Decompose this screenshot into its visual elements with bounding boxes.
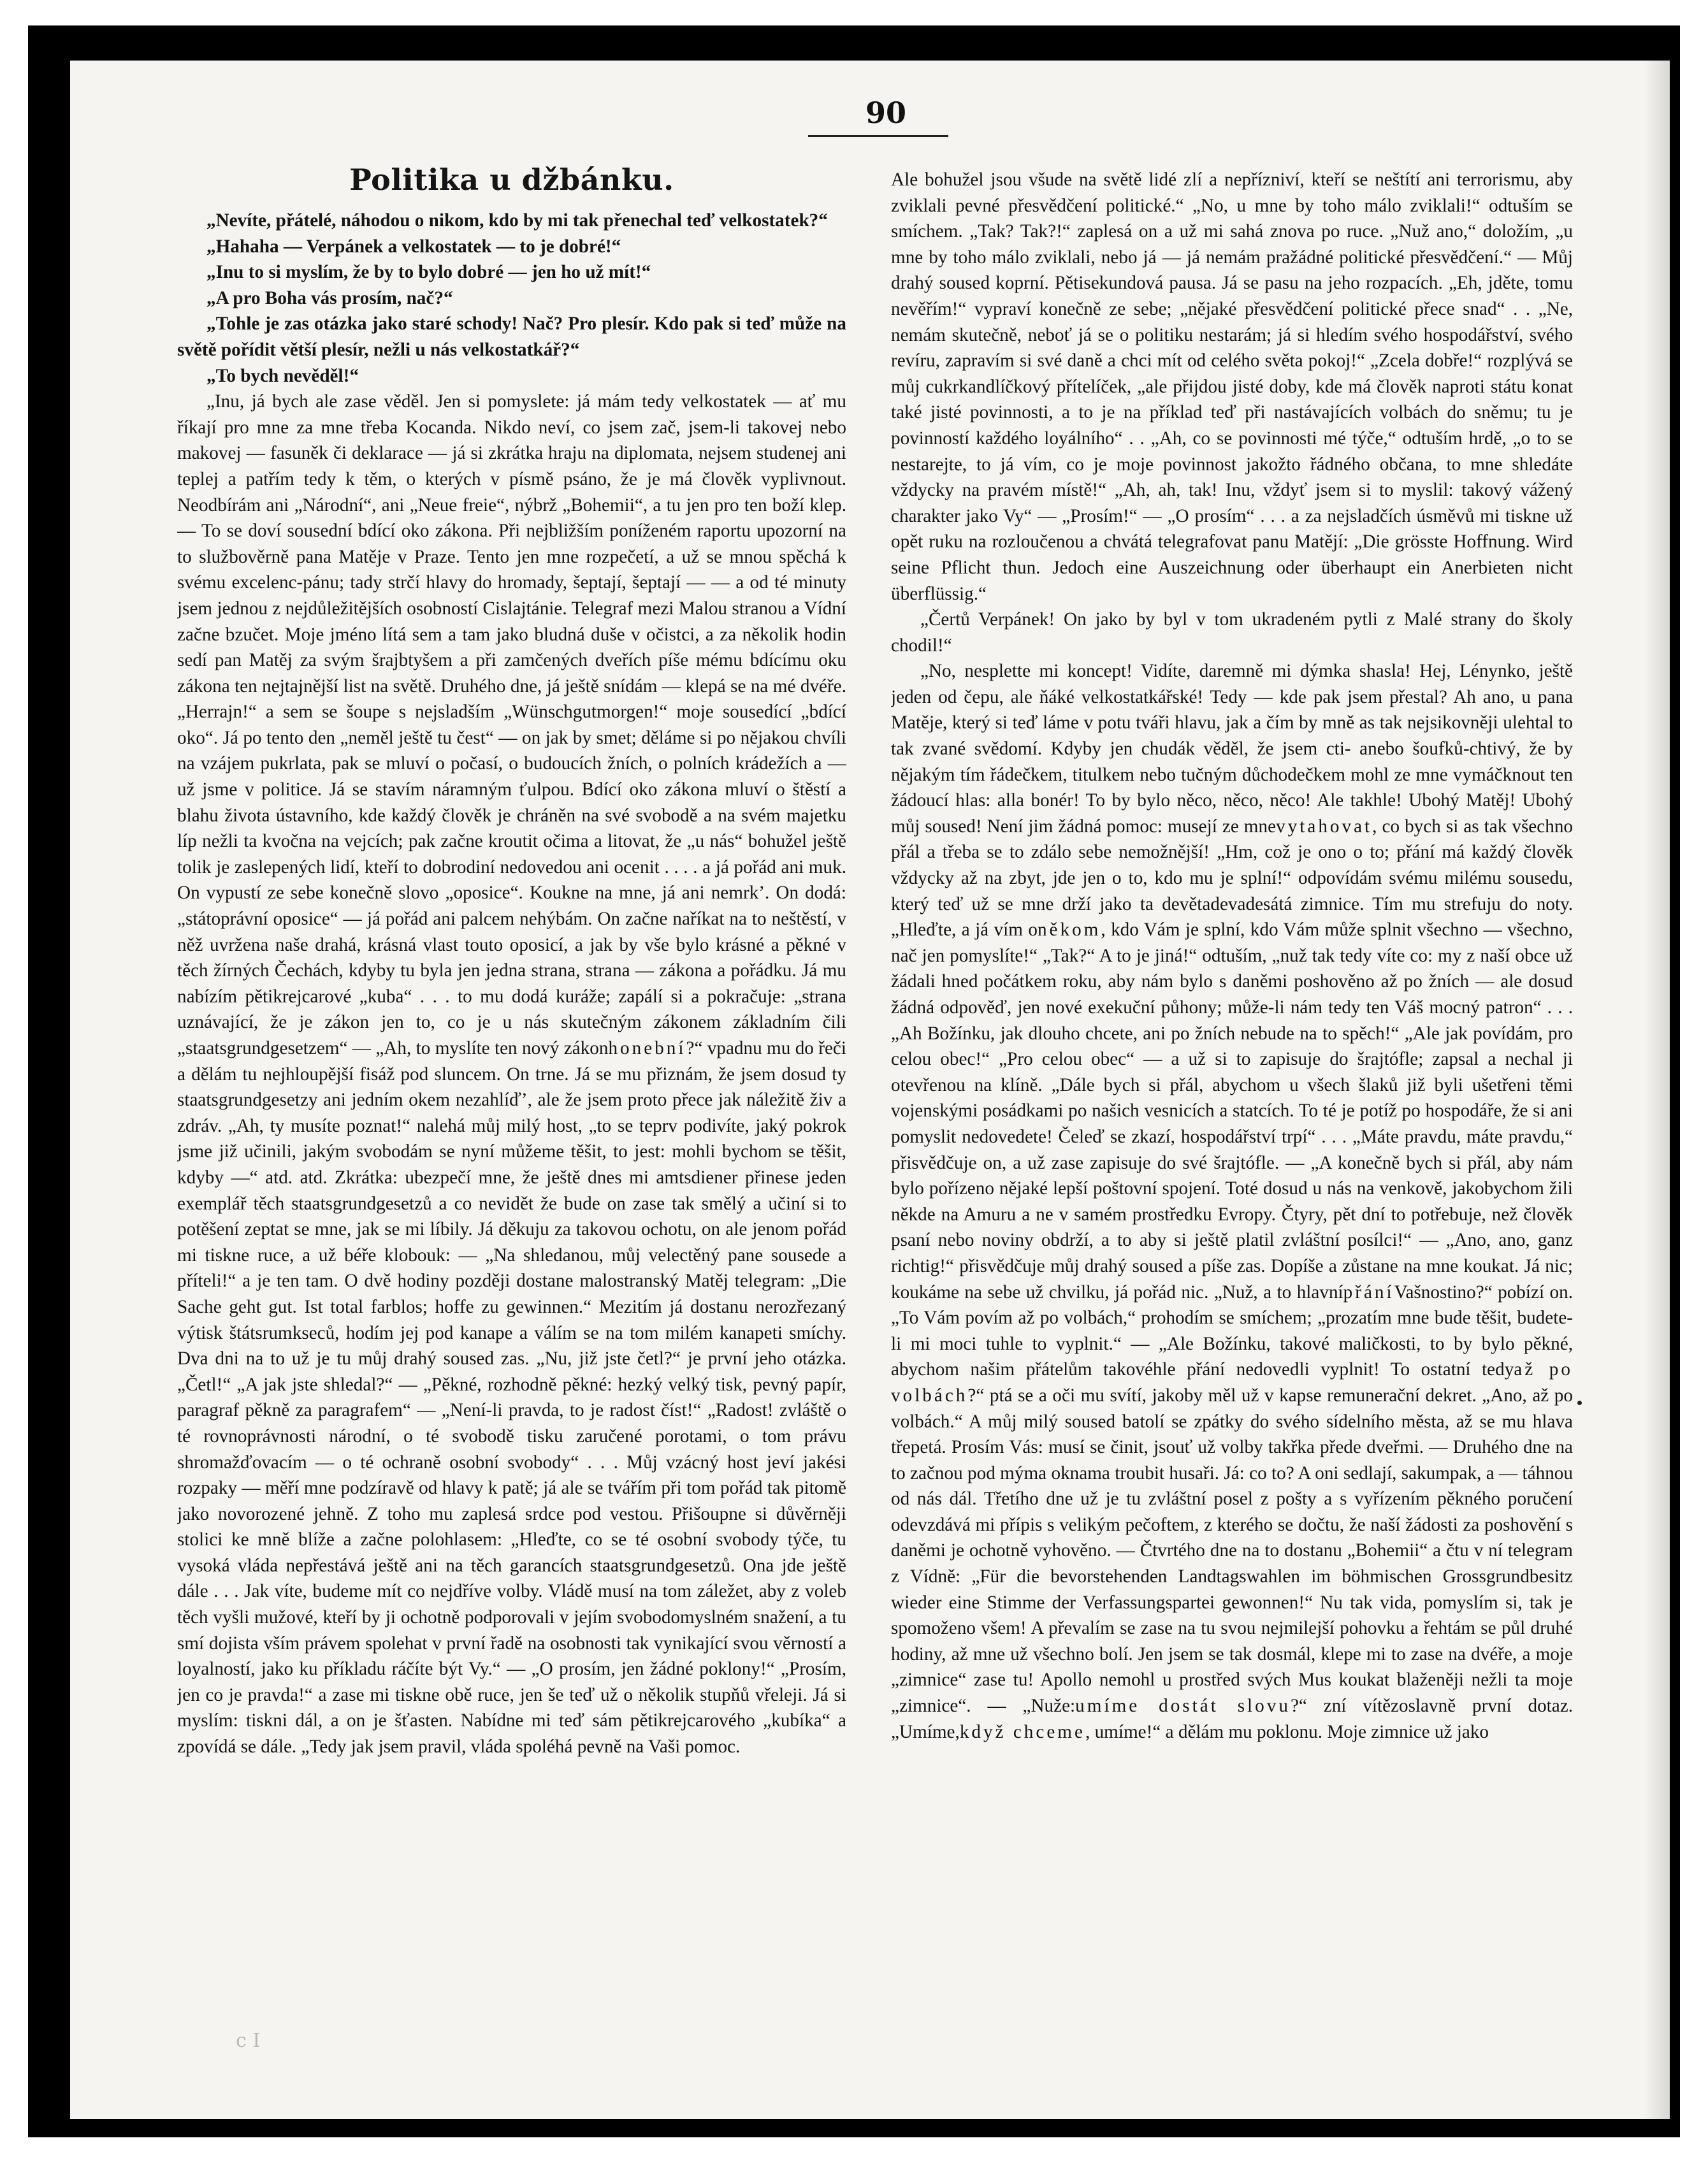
spaced-emphasis: honební	[608, 1038, 686, 1058]
text-run: , kdo Vám je splní, kdo Vám může splnit všechno — všechno, nač jen pomyslíte!“ „Tak?“ A to je jiná!“ odtuším, „nuž tak tedy víte co: my z naší obce už žádali hned počátkem roku, aby nám bylo s daněmi poshověno až po žních — ale dosud žádná odpověď, jen nové exekuční půhony; může-li nám tedy ten Váš mocný patron“ . . . „Ah Božínku, jak dlouho chcete, ani po žních nebude na to spěch!“ „Ale jak povídám, pro celou obec!“ „Pro celou obec“ — a už si to zapisuje do šrajtófle; zapsal a nechal ji otevřenou na klíně. „Dále bych si přál, abychom u všech šlaků již byli ušetřeni těmi vojenskými posádkami po našich vesnicích a statcích. To té je potíž po hospodáře, že si ani pomyslit nedovedete! Čeleď se zkazí, hospodářství trpí“ . . . „Máte pravdu, máte pravdu,“ přisvědčuje on, a už zase zapisuje do své šrajtófle. — „A konečně bych si přál, aby nám bylo pořízeno nějaké lepší poštovní spojení. Toté dosud u nás na venkově, jakobychom žili někde na Amuru a ne v samém prostředku Evropy. Čtyry, pět dní to potřebuje, než člověk psaní nebo noviny obdrží, a to aby si ještě platil zvláštní posílci!“ — „Ano, ano, ganz richtig!“ přisvědčuje můj drahý soused a píše zas. Dopíše a zůstane na mne koukat. Já nic; koukáme na sebe už chvilku, já pořád nic. „Nuž, a to hlavní	[891, 920, 1573, 1303]
text-run: „Tohle je zas otázka jako staré schody! Nač? Pro plesír. Kdo pak si teď může na světě pořídit větší plesír, nežli u nás velkostatkář?“	[177, 314, 846, 360]
page-number-rule	[808, 135, 948, 137]
spaced-emphasis: až po volbách	[891, 1359, 1573, 1406]
text-run: „Inu, já bych ale zase věděl. Jen si pomyslete: já mám tedy velkostatek — ať mu říkají pro mne za mne třeba Kocanda. Nikdo neví, co jsem zač, jsem-li takovej nebo makovej — fasuněk či deklarace — já si zkrátka hraju na diplomata, nejsem studenej ani teplej a patřím tedy k těm, o kterých v písmě psáno, že je má člověk vyplivnout. Neodbírám ani „Národní“, ani „Neue freie“, nýbrž „Bohemii“, a tu jen pro ten boží klep. — To se doví sousední bdící oko zákona. Při nejbližším poníženém raportu upozorní na to službověrně pana Matěje v Praze. Tento jen mne rozpečetí, a už se mnou spěchá k svému excelenc-pánu; tady strčí hlavy do hromady, šeptají, šeptají — — a od té minuty jsem jednou z nejdůležitějších osobností Cislajtánie. Telegraf mezi Malou stranou a Vídní začne bzučet. Moje jméno lítá sem a tam jako bludná duše v očistci, a za několik hodin sedí pan Matěj za svým šrajbtyšem a při zamčených dveřích píše mému bdícímu oku zákona ten nejtajnější list na světě. Druhého dne, já ještě snídám — klepá se na mé dvéře. „Herrajn!“ a sem se šoupe s nejsladším „Wünschgutmorgen!“ moje sousedící „bdící oko“. Já po tento den „neměl ještě tu čest“ — on jak by smet; děláme si po nějakou chvíli na vzájem pukrlata, pak se mluví o počasí, o budoucích žních, o polních krádežích a — už jsme v politice. Já se stavím náramným ťulpou. Bdící oko zákona mluví o štěstí a blahu života ústavního, kde každý člověk je chráněn na své svobodě a na svém majetku líp nežli ta kvočna na vejcích; pak začne kroutit očima a litovat, že „u nás“ bohužel ještě tolik je zaslepených lidí, kteří to dobrodiní nedovedou ani ocenit . . . . a já pořád ani muk. On vypustí ze sebe konečně slovo „oposice“. Koukne na mne, já ani nemrk’. On dodá: „státoprávní oposice“ — já pořád ani palcem nehýbám. On začne naříkat na to neštěstí, v něž uvržena naše drahá, krásná vlast touto oposicí, a jak by vše bylo krásné a pěkné v těch žírných Čechách, kdyby tu byla jen jedna strana, strana — zákona a pořádku. Já mu nabízím pětikrejcarové „kuba“ . . . to mu dodá kuráže; zapálí si a pokračuje: „strana uznávající, že je zákon jen to, co je u nás skutečným zákonem základním čili „staatsgrundgesetzem“ — „Ah, to myslíte ten nový zákon	[177, 391, 846, 1058]
spaced-emphasis: když chceme	[959, 1721, 1085, 1742]
text-run: „Inu to si myslím, že by to bylo dobré — jen ho už mít!“	[206, 262, 651, 283]
text-run: Ale bohužel jsou všude na světě lidé zlí a nepřízniví, kteří se neštítí ani terrorismu, aby zviklali pevné přesvědčení politické.“ „No, u mne by toho málo zviklali!“ odtuším se smíchem. „Tak? Tak?!“ zaplesá on a už mi sahá znova po ruce. „Nuž ano,“ doložím, „u mne by toho málo zviklali, nebo já — já nemám pražádné politické přesvědčení.“ — Můj drahý soused koprní. Pětisekundová pausa. Já se pasu na jeho rozpacích. „Eh, jděte, tomu nevěřím!“ vypraví konečně ze sebe; „nějaké přesvědčení politické přece snad“ . . „Ne, nemám skutečně, neboť já se o politiku nestarám; já si hledím svého hospodářství, svého revíru, zapravím si své daně a chci mít od celého světa pokoj!“ „Zcela dobře!“ rozplývá se můj cukrkandlíčkový přítelíček, „ale přijdou jisté doby, kde má člověk naproti státu konat také jisté povinnosti, a to je na příklad teď při nastávajících volbách do sněmu; tu je povinností každého loyálního“ . . „Ah, co se povinnosti mé týče,“ odtuším hrdě, „o to se nestarejte, to já vím, co je moje povinnost jakožto řádného občana, to mne shledáte vždycky na pravém místě!“ „Ah, ah, tak! Inu, vždyť jsem si to myslil: takový vážený charakter jako Vy“ — „Prosím!“ — „O prosím“ . . . a za nejsladčích úsměvů mi tiskne už opět ruku na rozloučenou a chvátá telegrafovat panu Matějí: „Die grösste Hoffnung. Wird seine Pflicht thun. Jedoch eine Auszeichnung oder überhaupt ein Anerbieten nicht überflüssig.“	[891, 170, 1573, 604]
text-run: Vašnostino?“ pobízí on. „To Vám povím až po volbách,“ prohodím se smíchem; „prozatím mne bude těšit, budete-li mi moci tuhle to vyplnit.“ — „Ale Božínku, takové maličkosti, to by bylo pěkné, abychom našim přátelům takovéhle přání nedovedli vyplnit! To ostatní tedy	[891, 1282, 1573, 1380]
page-edge-shadow	[1644, 61, 1670, 2119]
right-column	[891, 167, 1573, 2072]
text-run: ?“ zní vítězoslavně první dotaz. „Umíme,	[891, 1696, 1573, 1742]
text-run: „To bych nevěděl!“	[206, 365, 359, 386]
text-run: ?“ vpadnu mu do řeči a dělám tu nejhloupější fisáž pod sluncem. On trne. Já se mu přiznám, že jsem dosud ty staatsgrundgesetzy ani jedním okem nezahlíď’, ale že jsem proto přece jak náležitě živ a zdráv. „Ah, ty musíte poznat!“ nalehá můj milý host, „to se teprv podivíte, jaký pokrok jsme již učinili, jakým svobodám se nyní můžeme těšit, to jest: mohli bychom se těšit, kdyby —“ atd. atd. Zkrátka: ubezpečí mne, že ještě dnes mi amtsdiener přinese jeden exemplář těch staatsgrundgesetzů a co nevidět že bude on zase tak smělý a učiní si to potěšení zeptat se mne, jak se mi líbily. Já děkuju za takovou ochotu, on ale jenom pořád mi tiskne ruce, a už béře klobouk: — „Na shledanou, můj velectěný pane sousede a příteli!“ a je ten tam. O dvě hodiny později dostane malostranský Matěj telegram: „Die Sache geht gut. Ist total farblos; hoffe zu gewinnen.“ Mezitím já dostanu nerozřezaný výtisk štátsrumkseců, hodím jej pod kanape a válím se na tom milém kanapeti smíchy. Dva dni na to už je tu můj drahý soused zas. „Nu, již jste četl?“ je první jeho otázka. „Četl!“ „A jak jste shledal?“ — „Pěkné, rozhodně pěkné: hezký velký tisk, pevný papír, paragraf pěkně za paragrafem“ — „Není-li pravda, to je radost číst!“ „Radost! zvláště o té rovnoprávnosti národní, o té svobodě tisku zaručené porotami, o tom právu shromažďovacím — o té ochraně osobní svobody“ . . . Můj vzácný host jeví jakési rozpaky — měří mne podzíravě od hlavy k patě; já ale se tvářím při tom pořád tak pitomě jako novorozené jehně. Z toho mu zaplesá srdce pod vestou. Přišoupne si důvěrněji stolici ke mně blíže a začne polohlasem: „Hleďte, co se té osobní svobody týče, tu vysoká vláda nepřestává ještě ani na těch garancích staatsgrundgesetzů. Ona jde ještě dále . . . Jak víte, budeme mít co nejdříve volby. Vládě musí na tom záležet, aby z voleb těch vyšli mužové, kteří by ji ochotně podporovali v jejím svobodomyslném snažení, a tu smí dojista vším právem spolehat v první řadě na osobnosti tak vynikající svou věrností a loyalností, jako ku příkladu ráčíte být Vy.“ — „O prosím, jen žádné poklony!“ „Prosím, jen co je pravda!“ a zase mi tiskne obě ruce, jen še teď už o několik stupňů vřeleji. Já si myslím: tiskni dál, a on je šťasten. Nabídne mi teď sám pětikrejcarového „kubíka“ a zpovídá se dále. „Tedy jak jsem pravil, vláda spoléhá pevně na Vaši pomoc.	[177, 1038, 846, 1758]
text-run: „Nevíte, přátelé, náhodou o nikom, kdo by mi tak přenechal teď velkostatek?“	[206, 210, 828, 231]
spaced-emphasis: vytahovat	[1276, 816, 1373, 837]
spaced-emphasis: umíme dostát slovu	[1075, 1696, 1291, 1717]
left-column-body	[177, 208, 846, 1760]
text-run: , umíme!“ a dělám mu poklonu. Moje zimnice už jako	[1085, 1721, 1489, 1742]
article-title: Politika u džbánku.	[349, 162, 674, 197]
paragraph	[177, 208, 846, 234]
paragraph	[891, 167, 1573, 607]
text-run: „A pro Boha vás prosím, nač?“	[206, 287, 453, 308]
paragraph	[177, 363, 846, 389]
left-column	[177, 159, 846, 2058]
paragraph	[177, 389, 846, 1759]
paragraph	[177, 234, 846, 260]
margin-mark: c I	[236, 2030, 261, 2052]
ink-dot	[1577, 1401, 1582, 1405]
paragraph	[177, 259, 846, 285]
right-column-body	[891, 167, 1573, 1745]
text-run: „Hahaha — Verpánek a velkostatek — to je dobré!“	[206, 236, 621, 257]
text-run: ?“ ptá se a oči mu svítí, jakoby měl už v kapse remunerační dekret. „Ano, až po volbách.“ A můj milý soused batolí se zpátky do svého sídelního města, až se mu hlava třepetá. Prosím Vás: musí se činit, jsouť už volby takřka přede dveřmi. — Druhého dne na to začnou pod mýma oknama troubit husaři. Já: co to? A oni sedlají, sakumpak, a — táhnou od nás dál. Třetího dne už je tu zvláštní posel z pošty a s vyřízením pěkného poručení odevzdává mi přípis s velikým pečoftem, z kterého se dočtu, že naší žádosti za poshovění s daněmi je ochotně vyhověno. — Čtvrtého dne na to dostanu „Bohemii“ a čtu v ní telegram z Vídně: „Für die bevorstehenden Landtagswahlen im böhmischen Grossgrundbesitz wieder eine Stimme der Verfassungspartei gewonnen!“ Nu tak vida, pomyslím si, tak je spomoženo všem! A převalím se zase na tu svou nejmilejší pohovku a řehtám se půl druhé hodiny, až mne už všechno bolí. Jen jsem se tak dosmál, klepe mi to zase na dvéře, a moje „zimnice“ zase tu! Apollo nemohl u prostřed svých Mus koukat blaženěji nežli ta moje „zimnice“. — „Nuže:	[891, 1385, 1573, 1717]
paragraph	[891, 607, 1573, 658]
spaced-emphasis: přání	[1343, 1282, 1394, 1303]
spaced-emphasis: někom	[1037, 920, 1101, 941]
text-run: „Čertů Verpánek! On jako by byl v tom ukradeném pytli z Malé strany do školy chodil!“	[891, 609, 1573, 656]
paragraph	[177, 311, 846, 363]
text-run: , co bych si as tak všechno přál a třeba se to zdálo sebe nemožnější! „Hm, což je ono o to; přání má každý člověk vždycky až na zbyt, jde jen o to, kdo mu je splní!“ odpovídám svému milému sousedu, který teď už se mne drží jako ta devětadevadesátá zimnice. Tím mu strefuju do noty. „Hleďte, a já vím o	[891, 816, 1573, 941]
paragraph	[177, 285, 846, 312]
text-run: „No, nesplette mi koncept! Vidíte, daremně mi dýmka shasla! Hej, Lénynko, ještě jeden od čepu, ale ňáké velkostatkářské! Tedy — kde pak jsem přestal? Ah ano, u pana Matěje, který si teď láme v potu tváři hlavu, jak a čím by mně as tak nejsikovněji ulehtal to tak zvané svědomí. Kdyby jen chudák věděl, že jsem cti- anebo šoufků-chtivý, že by nějakým tím řádečkem, titulkem nebo tučným důchodečkem mohl ze mne vymáčknout ten žádoucí hlas: alla bonér! To by bylo něco, něco, něco! Ale takhle! Ubohý Matěj! Ubohý můj soused! Není jim žádná pomoc: musejí ze mne	[891, 661, 1573, 837]
paragraph	[891, 658, 1573, 1745]
page-number: 90	[865, 96, 906, 130]
